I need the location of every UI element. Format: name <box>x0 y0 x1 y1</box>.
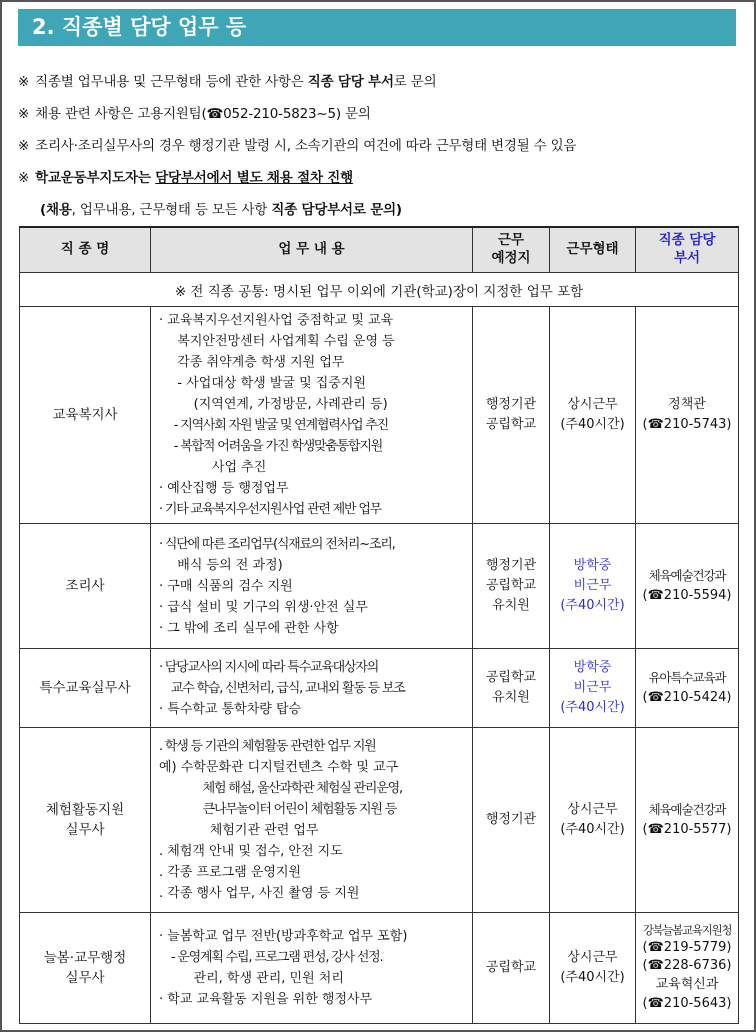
note-text: 채용 관련 사항은 고용지원팀(☎052-210-5823~5) 문의 <box>35 106 371 122</box>
duties-list <box>151 913 473 1024</box>
note-text: 직종별 업무내용 및 근무형태 등에 관한 사항은 <box>35 74 308 90</box>
job-name: 특수교육실무사 <box>20 649 151 728</box>
note-line-2 <box>18 102 371 122</box>
job-name: 늘봄·교무행정 실무사 <box>20 913 151 1024</box>
job-name: 체험활동지원 실무사 <box>20 728 151 913</box>
duty-line: · 늘봄학교 업무 전반(방과후학교 업무 포함) <box>159 929 408 944</box>
duties-list <box>151 649 473 728</box>
work-type: 방학중 비근무 (주40시간) <box>550 649 636 728</box>
duty-line: 큰나무놀이터 어린이 체험활동 지원 등 <box>185 802 397 817</box>
duty-line: 체험기관 관련 업무 <box>185 823 319 838</box>
duty-line: 각종 취약계층 학생 지원 업무 <box>169 355 345 370</box>
work-place: 행정기관 공립학교 <box>473 307 550 524</box>
work-type: 상시근무 (주40시간) <box>550 728 636 913</box>
duty-line: · 학교 교육활동 지원을 위한 행정사무 <box>159 992 373 1007</box>
section-title: 2. 직종별 담당 업무 등 <box>18 9 736 46</box>
department: 체육예술건강과 (☎210-5594) <box>636 524 739 649</box>
table-row <box>20 649 739 728</box>
note-mark: ※ <box>18 74 30 90</box>
duty-line: · 그 밖에 조리 실무에 관한 사항 <box>159 620 339 636</box>
duties-list <box>151 307 473 524</box>
header-place: 근무 예정지 <box>473 227 550 273</box>
department: 체육예술건강과 (☎210-5577) <box>636 728 739 913</box>
duty-line: - 운영계획 수립, 프로그램 편성, 강사 선정. <box>165 950 383 965</box>
work-type: 방학중 비근무 (주40시간) <box>550 524 636 649</box>
note-text: 로 문의 <box>393 74 437 90</box>
table-row <box>20 524 739 649</box>
duty-line: · 구매 식품의 검수 지원 <box>159 578 293 594</box>
note-line-3 <box>18 134 576 154</box>
note-underlined: 담당부서에서 별도 채용 절차 진행 <box>155 170 353 186</box>
note-emphasis: 직종 담당 부서 <box>307 74 394 90</box>
duties-table <box>19 226 739 1024</box>
duty-line: 배식 등의 전 과정) <box>169 557 283 573</box>
note-mark: ※ <box>18 170 30 186</box>
duty-line: (지역연계, 가정방문, 사례관리 등) <box>173 397 388 412</box>
job-name: 조리사 <box>20 524 151 649</box>
note-text: 조리사·조리실무사의 경우 행정기관 발령 시, 소속기관의 여건에 따라 근무형태 변경될 수 있음 <box>35 138 577 154</box>
note-text: ( <box>40 202 46 218</box>
duty-line: 교수 학습, 신변처리, 급식, 교내외 활동 등 보조 <box>165 680 405 696</box>
note-mark: ※ <box>18 106 30 122</box>
table-row <box>20 728 739 913</box>
note-emphasis: 채용 <box>45 202 72 218</box>
table-row <box>20 913 739 1024</box>
common-note: ※ 전 직종 공통: 명시된 업무 이외에 기관(학교)장이 지정한 업무 포함 <box>20 273 739 307</box>
work-place: 행정기관 공립학교 유치원 <box>473 524 550 649</box>
duty-line: . 각종 프로그램 운영지원 <box>159 865 302 880</box>
header-department: 직종 담당 부서 <box>636 227 739 273</box>
duty-line: 체험 해설, 울산과학관 체험실 관리운영, <box>185 781 402 796</box>
duty-line: 예) 수학문화관 디지털컨텐츠 수학 및 교구 <box>159 760 399 775</box>
header-work-type: 근무형태 <box>550 227 636 273</box>
note-line-5 <box>40 198 402 218</box>
duty-line: 관리, 학생 관리, 민원 처리 <box>177 971 344 986</box>
duty-line: - 지역사회 자원 발굴 및 연계협력사업 추진 <box>165 418 388 433</box>
note-emphasis: 직종 담당부서로 문의) <box>271 202 402 218</box>
work-place: 공립학교 유치원 <box>473 649 550 728</box>
department: 정책관 (☎210-5743) <box>636 307 739 524</box>
department: 강북늘봄교육지원청 (☎219-5779) (☎228-6736) 교육혁신과 (☎210-5643) <box>636 913 739 1024</box>
duties-list <box>151 524 473 649</box>
duty-line: - 사업대상 학생 발굴 및 집중지원 <box>165 376 367 391</box>
duty-line: · 급식 설비 및 기구의 위생·안전 실무 <box>159 599 368 615</box>
duties-list <box>151 728 473 913</box>
header-duties: 업 무 내 용 <box>151 227 473 273</box>
common-row <box>20 273 739 307</box>
duty-line: · 교육복지우선지원사업 중점학교 및 교육 <box>159 313 394 328</box>
department: 유아특수교육과 (☎210-5424) <box>636 649 739 728</box>
work-place: 공립학교 <box>473 913 550 1024</box>
duty-line: 사업 추진 <box>183 460 267 475</box>
duty-line: . 각종 행사 업무, 사진 촬영 등 지원 <box>159 886 360 901</box>
work-type: 상시근무 (주40시간) <box>550 913 636 1024</box>
job-name: 교육복지사 <box>20 307 151 524</box>
work-type: 상시근무 (주40시간) <box>550 307 636 524</box>
duty-line: · 식단에 따른 조리업무(식재료의 전처리~조리, <box>159 536 395 552</box>
duty-line: 복지안전망센터 사업계획 수립 운영 등 <box>169 334 395 349</box>
table-header-row <box>20 227 739 273</box>
work-place: 행정기관 <box>473 728 550 913</box>
duty-line: · 기타 교육복지우선지원사업 관련 제반 업무 <box>159 502 382 517</box>
note-line-1 <box>18 70 436 90</box>
header-job-name: 직 종 명 <box>20 227 151 273</box>
duty-line: · 특수학교 통학차량 탑승 <box>159 701 302 717</box>
duty-line: . 학생 등 기관의 체험활동 관련한 업무 지원 <box>159 739 376 754</box>
note-mark: ※ <box>18 138 30 154</box>
table-row <box>20 307 739 524</box>
duty-line: . 체험객 안내 및 접수, 안전 지도 <box>159 844 343 859</box>
duty-line: · 예산집행 등 행정업무 <box>159 481 289 496</box>
note-emphasis: 학교운동부지도자는 <box>35 170 156 186</box>
note-line-4 <box>18 166 353 186</box>
duty-line: · 담당교사의 지시에 따라 특수교육대상자의 <box>159 659 379 675</box>
note-text: , 업무내용, 근무형태 등 모든 사항 <box>71 202 272 218</box>
duty-line: - 복합적 어려움을 가진 학생맞춤통합지원 <box>165 439 383 454</box>
